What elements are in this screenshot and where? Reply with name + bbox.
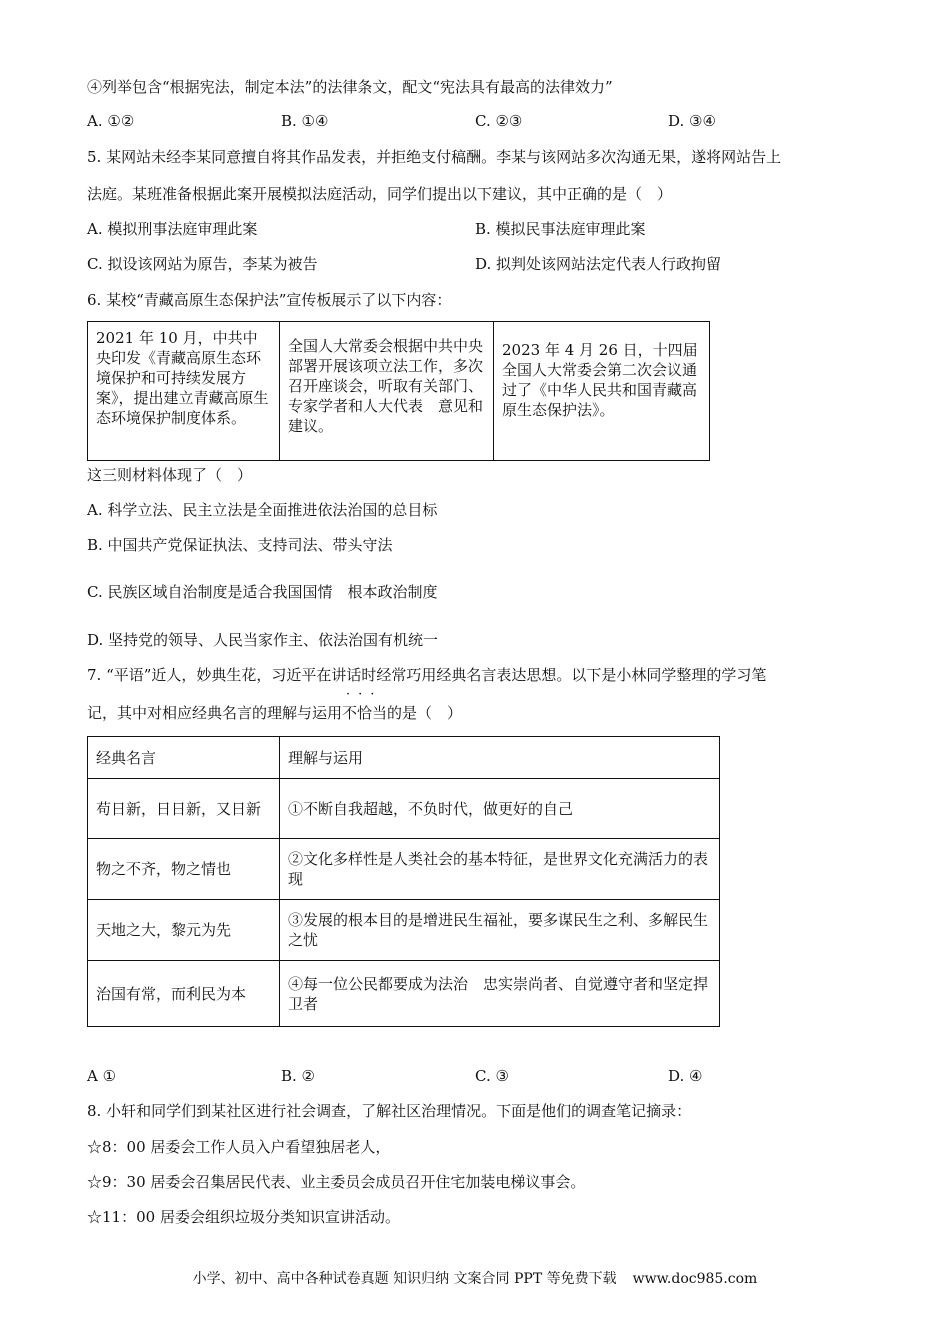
q8-stem: 8. 小轩和同学们到某社区进行社会调查，了解社区治理情况。下面是他们的调查笔记摘录： — [87, 1102, 692, 1120]
quote-cell: 治国有常，而利民为本 — [88, 961, 280, 1027]
q5-stem-line1: 5. 某网站未经李某同意擅自将其作品发表，并拒绝支付稿酬。李某与该网站多次沟通无果，遂将网站告上 — [87, 148, 782, 166]
header-meaning: 理解与运用 — [280, 737, 720, 779]
q6-question: 这三则材料体现了（ ） — [87, 466, 253, 484]
q6-board-item-2: 全国人大常委会根据中共中央部署开展该项立法工作，多次召开座谈会，听取有关部门、专家学者和人大代表 意见和建议。 — [280, 322, 494, 461]
meaning-cell: ③发展的根本目的是增进民生福祉，要多谋民生之利、多解民生之忧 — [280, 900, 720, 961]
q6-option-a: A. 科学立法、民主立法是全面推进依法治国的总目标 — [87, 501, 438, 519]
q7-stem-line1: 7. “平语”近人，妙典生花，习近平在讲话时经常巧用经典名言表达思想。以下是小林同学整理的学习笔 — [87, 666, 767, 684]
q5-option-a: A. 模拟刑事法庭审理此案 — [87, 220, 258, 238]
q6-board-item-3: 2023 年 4 月 26 日，十四届全国人大常委会第二次会议通过了《中华人民共和国青藏高原生态保护法》。 — [494, 322, 710, 461]
q6-option-b: B. 中国共产党保证执法、支持司法、带头守法 — [87, 536, 393, 554]
page-footer — [0, 1268, 950, 1288]
table-header-row — [88, 737, 720, 779]
q8-note-1: ☆8：00 居委会工作人员入户看望独居老人， — [87, 1138, 391, 1156]
q7-emphasis-text: 不恰当 — [342, 704, 388, 722]
q7-option-a: A ① — [87, 1067, 117, 1085]
q4-option-a: A. ①② — [87, 112, 135, 130]
header-quote: 经典名言 — [88, 737, 280, 779]
q4-option-b: B. ①④ — [281, 112, 329, 130]
q7-stem-line2-pre: 记，其中对相应经典名言的理解与运用 — [87, 704, 343, 722]
quote-cell: 物之不齐，物之情也 — [88, 839, 280, 900]
q7-stem-line2 — [87, 687, 463, 723]
quote-cell: 天地之大，黎元为先 — [88, 900, 280, 961]
table-row — [88, 779, 720, 839]
q6-option-d: D. 坚持党的领导、人民当家作主、依法治国有机统一 — [87, 631, 439, 649]
q4-option-item-4: ④列举包含“根据宪法，制定本法”的法律条文，配文“宪法具有最高的法律效力” — [87, 78, 613, 96]
q8-note-3: ☆11：00 居委会组织垃圾分类知识宣讲活动。 — [87, 1208, 400, 1226]
table-row — [88, 839, 720, 900]
q6-option-c: C. 民族区域自治制度是适合我国国情 根本政治制度 — [87, 583, 438, 601]
quote-cell: 苟日新，日日新，又日新 — [88, 779, 280, 839]
footer-text: 小学、初中、高中各种试卷真题 知识归纳 文案合同 PPT 等免费下载 — [192, 1271, 617, 1287]
q5-option-c: C. 拟设该网站为原告，李某为被告 — [87, 255, 318, 273]
table-row — [88, 900, 720, 961]
meaning-cell: ①不断自我超越，不负时代，做更好的自己 — [280, 779, 720, 839]
q8-note-2: ☆9：30 居委会召集居民代表、业主委员会成员召开住宅加装电梯议事会。 — [87, 1173, 586, 1191]
q5-option-b: B. 模拟民事法庭审理此案 — [475, 220, 646, 238]
q7-quotes-table — [87, 736, 720, 1027]
q7-option-c: C. ③ — [475, 1067, 509, 1085]
footer-url[interactable]: www.doc985.com — [632, 1271, 758, 1287]
q7-emphasis — [342, 687, 388, 723]
q5-stem-line2: 法庭。某班准备根据此案开展模拟法庭活动，同学们提出以下建议，其中正确的是（ ） — [87, 185, 673, 203]
q7-option-d: D. ④ — [668, 1067, 703, 1085]
q6-board-item-1: 2021 年 10 月，中共中央印发《青藏高原生态环境保护和可持续发展方案》，提出建立青藏高原生态环境保护制度体系。 — [88, 322, 280, 461]
meaning-cell: ④每一位公民都要成为法治 忠实崇尚者、自觉遵守者和坚定捍卫者 — [280, 961, 720, 1027]
q4-option-d: D. ③④ — [668, 112, 716, 130]
q4-option-c: C. ②③ — [475, 112, 523, 130]
table-row — [88, 961, 720, 1027]
q7-stem-line2-post: 的是（ ） — [387, 704, 463, 722]
q5-option-d: D. 拟判处该网站法定代表人行政拘留 — [475, 255, 722, 273]
q7-option-b: B. ② — [281, 1067, 316, 1085]
meaning-cell: ②文化多样性是人类社会的基本特征，是世界文化充满活力的表现 — [280, 839, 720, 900]
emphasis-dots: ··· — [346, 687, 383, 702]
q6-display-board — [87, 321, 710, 461]
q6-stem: 6. 某校“青藏高原生态保护法”宣传板展示了以下内容： — [87, 291, 452, 309]
